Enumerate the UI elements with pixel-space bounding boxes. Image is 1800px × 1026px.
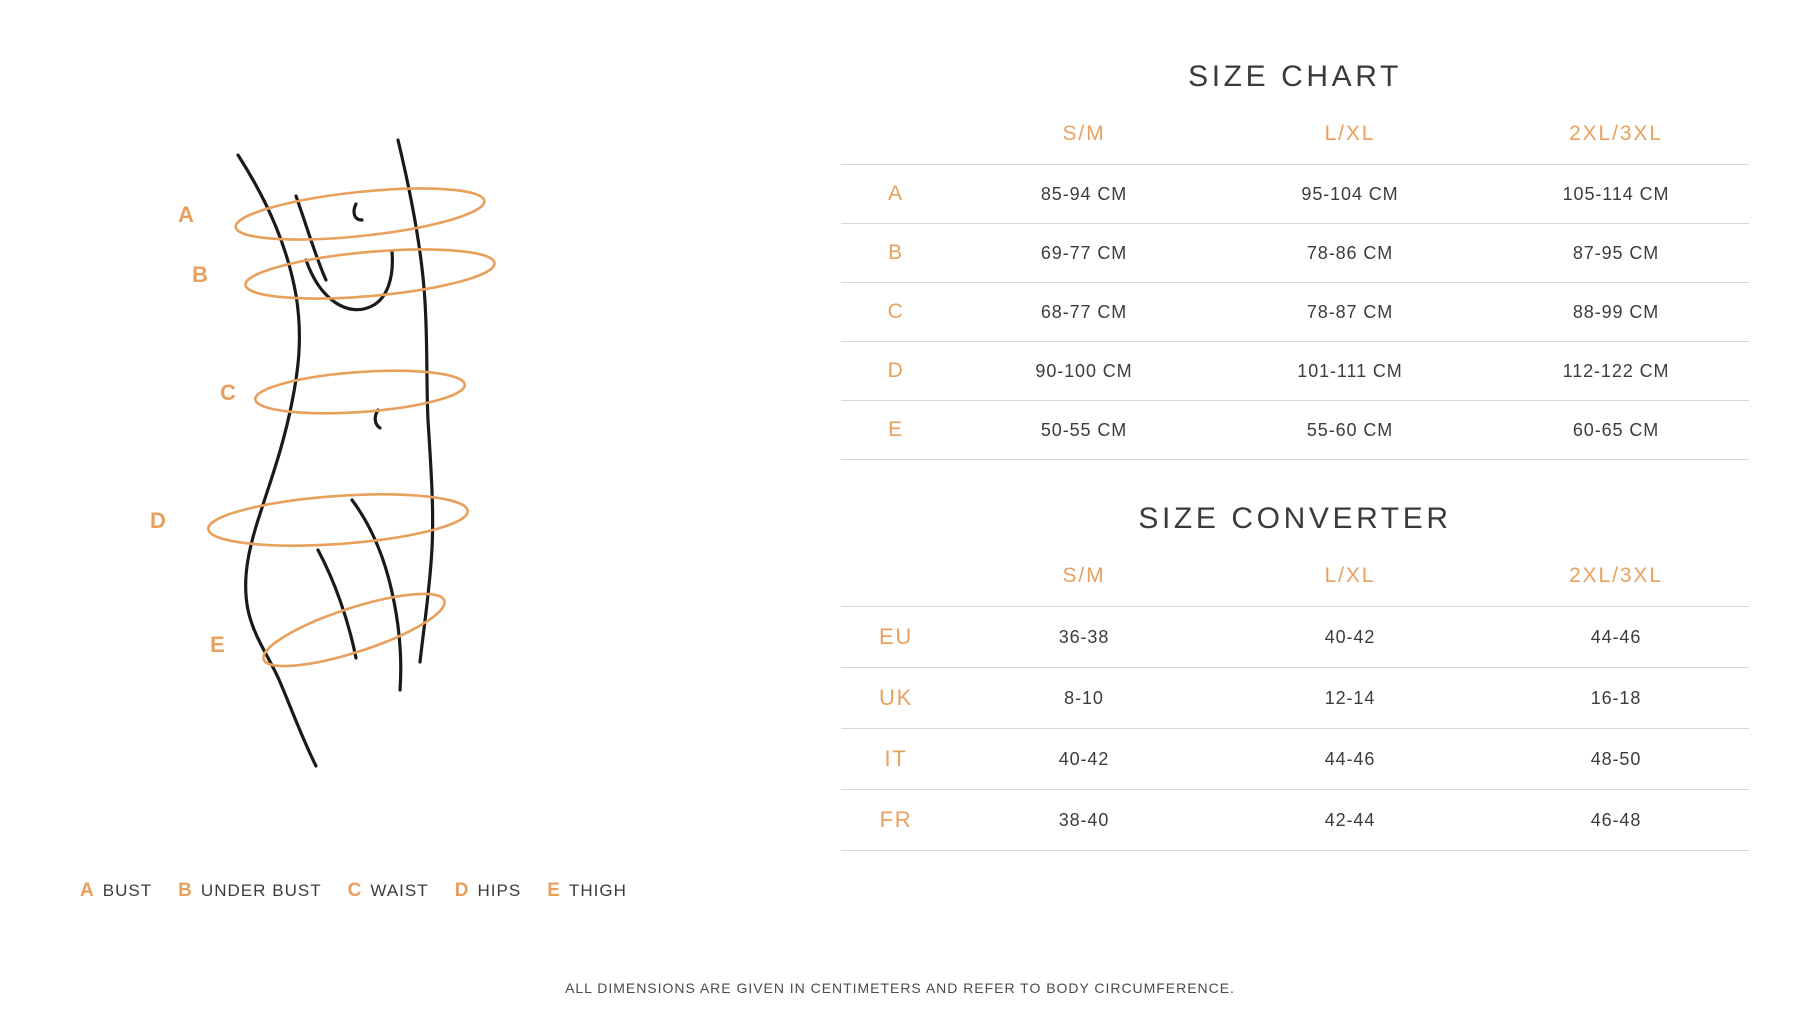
chart-col-0 [841,106,951,165]
size-converter-table [841,548,1749,851]
chart-col-lxl: L/XL [1324,122,1376,145]
table-row [841,607,1749,668]
converter-it-2xl3xl: 48-50 [1483,729,1749,790]
chart-e-lxl: 55-60 CM [1217,401,1483,460]
legend-item-waist [348,880,429,902]
table-row [841,668,1749,729]
chart-a-sm: 85-94 CM [951,165,1217,224]
legend-key-a: A [80,880,95,901]
size-chart-title: SIZE CHART [1188,60,1402,93]
converter-uk-2xl3xl: 16-18 [1483,668,1749,729]
table-header-row [841,548,1749,607]
size-chart-header [841,106,1749,165]
legend-item-hips [455,880,522,902]
converter-uk-lxl: 12-14 [1217,668,1483,729]
legend-item-thigh [547,880,627,902]
marker-b: B [192,262,208,287]
table-row [841,224,1749,283]
legend [80,880,720,902]
chart-c-sm: 68-77 CM [951,283,1217,342]
table-row [841,790,1749,851]
legend-item-bust [80,880,152,902]
converter-it-sm: 40-42 [951,729,1217,790]
chart-col-2xl3xl: 2XL/3XL [1569,122,1663,145]
chart-d-sm: 90-100 CM [951,342,1217,401]
converter-fr-2xl3xl: 46-48 [1483,790,1749,851]
legend-key-c: C [347,880,363,901]
converter-eu-sm: 36-38 [951,607,1217,668]
body-figure-svg [120,110,680,790]
size-chart-body [841,165,1749,460]
table-row [841,401,1749,460]
marker-a: A [178,202,194,227]
converter-eu-lxl: 40-42 [1217,607,1483,668]
converter-col-sm: S/M [1062,564,1106,587]
marker-c: C [220,380,236,405]
converter-col-lxl: L/XL [1324,564,1376,587]
legend-label-c: WAIST [370,881,429,900]
legend-key-b: B [178,880,193,901]
table-row [841,342,1749,401]
footnote: ALL DIMENSIONS ARE GIVEN IN CENTIMETERS AND REFER TO BODY CIRCUMFERENCE. [565,980,1235,996]
converter-eu-2xl3xl: 44-46 [1483,607,1749,668]
legend-key-d: D [454,880,470,901]
legend-label-d: HIPS [477,881,522,900]
chart-c-2xl3xl: 88-99 CM [1483,283,1749,342]
converter-fr-sm: 38-40 [951,790,1217,851]
converter-it-lxl: 44-46 [1217,729,1483,790]
chart-row-label-e: E [841,401,951,460]
chart-b-sm: 69-77 CM [951,224,1217,283]
size-converter-title: SIZE CONVERTER [1138,502,1452,535]
chart-col-sm: S/M [1062,122,1106,145]
converter-row-label-eu: EU [841,607,951,668]
size-converter-header [841,548,1749,607]
converter-row-label-fr: FR [841,790,951,851]
converter-col-0 [841,548,951,607]
chart-d-lxl: 101-111 CM [1217,342,1483,401]
legend-item-under-bust [178,880,321,902]
chart-row-label-a: A [841,165,951,224]
chart-a-lxl: 95-104 CM [1217,165,1483,224]
converter-row-label-uk: UK [841,668,951,729]
chart-d-2xl3xl: 112-122 CM [1483,342,1749,401]
chart-b-lxl: 78-86 CM [1217,224,1483,283]
converter-uk-sm: 8-10 [951,668,1217,729]
legend-label-a: BUST [102,881,153,900]
marker-d: D [150,508,166,533]
chart-a-2xl3xl: 105-114 CM [1483,165,1749,224]
chart-e-sm: 50-55 CM [951,401,1217,460]
converter-fr-lxl: 42-44 [1217,790,1483,851]
converter-row-label-it: IT [841,729,951,790]
chart-e-2xl3xl: 60-65 CM [1483,401,1749,460]
body-figure [120,110,680,790]
chart-row-label-b: B [841,224,951,283]
size-converter-body [841,607,1749,851]
table-header-row [841,106,1749,165]
converter-col-2xl3xl: 2XL/3XL [1569,564,1663,587]
legend-label-b: UNDER BUST [200,881,322,900]
table-row [841,729,1749,790]
chart-row-label-c: C [841,283,951,342]
chart-row-label-d: D [841,342,951,401]
size-chart-table [841,106,1749,460]
tables-panel [790,0,1800,1026]
chart-b-2xl3xl: 87-95 CM [1483,224,1749,283]
legend-key-e: E [547,880,561,901]
table-row [841,165,1749,224]
table-row [841,283,1749,342]
legend-label-e: THIGH [568,881,627,900]
chart-c-lxl: 78-87 CM [1217,283,1483,342]
illustration-panel [0,0,790,1026]
marker-e: E [210,632,225,657]
